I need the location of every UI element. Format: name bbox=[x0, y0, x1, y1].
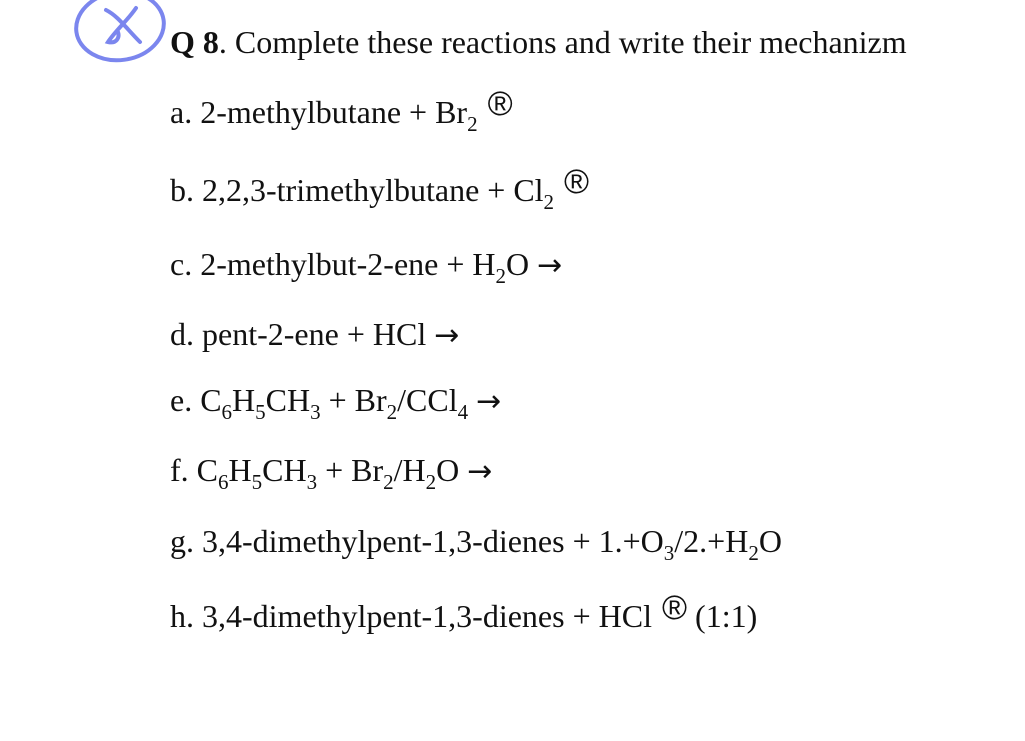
subscript: 5 bbox=[251, 470, 263, 494]
question-number: Q 8 bbox=[170, 24, 219, 60]
reaction-item-e bbox=[170, 380, 501, 422]
subscript: 2 bbox=[383, 470, 394, 494]
formula-part: CH bbox=[265, 382, 311, 418]
item-letter: a. bbox=[170, 94, 193, 130]
registered-symbol: ® bbox=[661, 589, 688, 627]
subscript: 6 bbox=[221, 400, 233, 424]
subscript: 2 bbox=[425, 470, 437, 494]
subscript: 2 bbox=[495, 264, 506, 288]
formula-part: C bbox=[196, 452, 218, 488]
formula-part: H bbox=[228, 452, 252, 488]
formula-part: H bbox=[232, 382, 256, 418]
formula-part: 3,4-dimethylpent-1,3-dienes + 1.+O bbox=[202, 523, 664, 559]
subscript: 2 bbox=[467, 112, 478, 136]
subscript: 4 bbox=[457, 400, 469, 424]
formula-part: CH bbox=[262, 452, 307, 488]
reaction-item-b bbox=[170, 163, 590, 214]
item-letter: c. bbox=[170, 246, 193, 282]
registered-symbol: ® bbox=[487, 85, 513, 123]
item-text: pent-2-ene + HCl bbox=[202, 316, 427, 352]
reaction-item-g bbox=[170, 521, 782, 565]
item-ratio: (1:1) bbox=[695, 598, 758, 634]
subscript: 5 bbox=[255, 400, 266, 424]
arrow-icon: → bbox=[434, 318, 460, 353]
subscript: 3 bbox=[306, 470, 318, 494]
item-text: 3,4-dimethylpent-1,3-dienes + HCl bbox=[202, 598, 652, 634]
formula-part: + Br bbox=[320, 382, 387, 418]
formula-part: /CCl bbox=[397, 382, 458, 418]
item-text: 2,2,3-trimethylbutane + Cl bbox=[202, 172, 544, 208]
item-text: 2-methylbutane + Br bbox=[200, 94, 468, 130]
reaction-item-f bbox=[170, 450, 492, 492]
arrow-icon: → bbox=[476, 384, 502, 419]
reaction-item-h bbox=[170, 589, 758, 636]
circled-x-icon bbox=[66, 0, 174, 70]
subscript: 2 bbox=[543, 190, 555, 214]
formula-part: /2.+H bbox=[674, 523, 749, 559]
item-letter: h. bbox=[170, 598, 194, 634]
item-text-rest: O bbox=[506, 246, 530, 282]
question-title bbox=[170, 22, 907, 62]
formula-part: O bbox=[758, 523, 782, 559]
formula-part: /H bbox=[393, 452, 426, 488]
item-letter: g. bbox=[170, 523, 194, 559]
question-text: . Complete these reactions and write their mechanizm bbox=[218, 24, 907, 60]
subscript: 2 bbox=[748, 541, 759, 565]
reaction-item-d bbox=[170, 314, 459, 356]
formula-part: O bbox=[436, 452, 460, 488]
item-letter: b. bbox=[170, 172, 194, 208]
arrow-icon: → bbox=[467, 454, 493, 489]
reaction-item-a bbox=[170, 85, 513, 136]
subscript: 2 bbox=[386, 400, 398, 424]
reaction-item-c bbox=[170, 244, 562, 286]
item-text: 2-methylbut-2-ene + H bbox=[200, 246, 496, 282]
item-letter: f. bbox=[170, 452, 189, 488]
subscript: 3 bbox=[663, 541, 675, 565]
item-letter: e. bbox=[170, 382, 193, 418]
subscript: 3 bbox=[310, 400, 321, 424]
subscript: 6 bbox=[218, 470, 229, 494]
registered-symbol: ® bbox=[564, 163, 590, 201]
formula-part: C bbox=[200, 382, 222, 418]
arrow-icon: → bbox=[537, 248, 563, 283]
item-letter: d. bbox=[170, 316, 194, 352]
formula-part: + Br bbox=[317, 452, 384, 488]
